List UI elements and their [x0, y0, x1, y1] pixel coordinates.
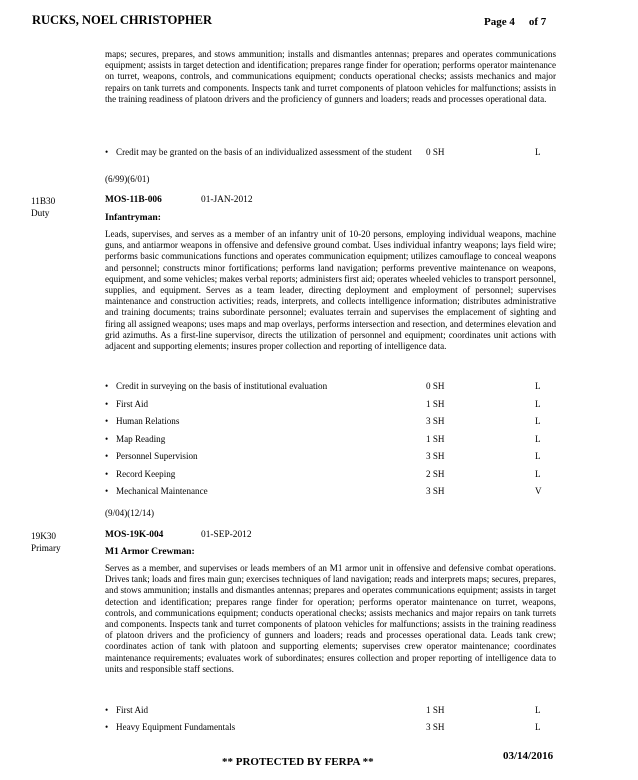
bullet-icon: • — [105, 147, 109, 157]
credit-hours: 3 SH — [426, 722, 445, 732]
credit-label: Personnel Supervision — [116, 451, 198, 461]
mos-line — [105, 195, 253, 205]
mos-code: 11B30 — [31, 196, 56, 206]
print-date: 03/14/2016 — [503, 750, 554, 762]
credit-hours: 1 SH — [426, 705, 445, 715]
credit-hours: 3 SH — [426, 486, 445, 496]
mos-code-block — [31, 530, 61, 554]
mos-number: MOS-19K-004 — [105, 530, 164, 540]
credit-level: L — [535, 434, 541, 444]
mos-date: 01-SEP-2012 — [201, 530, 252, 540]
credit-level: L — [535, 147, 541, 157]
credit-label: Heavy Equipment Fundamentals — [116, 722, 236, 732]
credit-hours: 3 SH — [426, 451, 445, 461]
page-number — [484, 16, 546, 28]
credit-hours: 2 SH — [426, 469, 445, 479]
credit-hours: 1 SH — [426, 399, 445, 409]
bullet-icon: • — [105, 451, 109, 461]
credit-level: L — [535, 469, 541, 479]
credit-hours: 0 SH — [426, 147, 445, 157]
credit-level: L — [535, 705, 541, 715]
credit-hours: 1 SH — [426, 434, 445, 444]
mos-number: MOS-11B-006 — [105, 195, 162, 205]
mos-role: Primary — [31, 543, 61, 553]
credit-label: First Aid — [116, 705, 149, 715]
credit-label: Record Keeping — [116, 469, 176, 479]
mos-title: M1 Armor Crewman: — [105, 546, 195, 557]
credit-row — [105, 147, 605, 170]
credit-level: L — [535, 399, 541, 409]
bullet-icon: • — [105, 416, 109, 426]
credit-level: L — [535, 722, 541, 732]
bullet-icon: • — [105, 486, 109, 496]
mos-code: 19K30 — [31, 531, 57, 541]
credit-hours: 0 SH — [426, 381, 445, 391]
mos-role: Duty — [31, 208, 50, 218]
credit-label: First Aid — [116, 399, 149, 409]
evaluation-dates: (9/04)(12/14) — [105, 508, 154, 518]
bullet-icon: • — [105, 381, 109, 391]
bullet-icon: • — [105, 469, 109, 479]
mos-description: Serves as a member, and supervises or leads members of an M1 armor unit in offensive and defensive combat operations. Drives tank; loads and fires main gun; exercises techniques of land navigation; reads and interprets maps; secures, prepares, and stows ammunition; installs and dismantles antennas; prepares and operates communications equipment; assists in target detection and identification; prepares range finder for operation; performs operator maintenance on turret, weapons, controls, and communications equipment; conducts operational checks; assists mechanics and major repairs on tank turrets and components. Inspects tank and turret components of platoon vehicles for malfunctions; assists in the training readiness of platoon drivers and the proficiency of gunners and loaders; reads and processes operational data. Leads tank crew; coordinates action of tank with platoon and supporting elements; supervises crew operator maintenance; coordinates maintenance requirements; evaluates work of subordinates; ensures collection and proper reporting of intelligence data to units and responsible staff sections. — [105, 563, 556, 674]
credit-label: Mechanical Maintenance — [116, 486, 208, 496]
credit-level: V — [535, 486, 542, 496]
student-name: RUCKS, NOEL CHRISTOPHER — [32, 13, 213, 27]
ferpa-notice: ** PROTECTED BY FERPA ** — [222, 756, 374, 768]
credit-level: L — [535, 381, 541, 391]
bullet-icon: • — [105, 722, 109, 732]
mos-description: Leads, supervises, and serves as a member of an infantry unit of 10-20 persons, employing individual weapons, machine guns, and antiarmor weapons in offensive and defensive ground combat. Uses individual infantry weapons; lays field wire; performs basic communications functions and operates communication equipment; utilizes camouflage to conceal weapons and personnel; constructs minor fortifications; performs land navigation; performs preventive maintenance on weapons, equipment, and some vehicles; makes verbal reports; administers first aid; operates wheeled vehicles to transport personnel, supplies, and equipment. Serves as a team leader, directing deployment and employment of personnel; supervises maintenance and construction activities; reads, interprets, and collects intelligence information; distributes administrative and training documents; trains subordinate personnel; evaluates terrain and supervises the emplacement of sighting and firing all assigned weapons; uses maps and map overlays, performs intersection and resection, and determines elevation and grid azimuths. As a first-line supervisor, directs the utilization of personnel and equipment; coordinates unit actions with adjacent and supporting elements; insures proper collection and reporting of intelligence data. — [105, 229, 557, 352]
bullet-icon: • — [105, 705, 109, 715]
credit-label: Map Reading — [116, 434, 166, 444]
page-label: Page 4 — [484, 16, 515, 28]
credit-hours: 3 SH — [426, 416, 445, 426]
mos-title: Infantryman: — [105, 212, 161, 223]
credit-label: Credit may be granted on the basis of an individualized assessment of the student — [116, 147, 412, 157]
continued-description: maps; secures, prepares, and stows ammunition; installs and dismantles antennas; prepares and operates communications equipment; assists in target detection and identification; prepares range finder for operation; performs operator maintenance on turret, weapons, controls, and communications equipment; conducts operational checks; assists mechanics and major repairs on tank turrets and components. Inspects tank and turret components of platoon vehicles for malfunctions; assists in the training readiness of platoon drivers and the proficiency of gunners and loaders; reads and processes operational data. — [105, 49, 556, 104]
credit-label: Human Relations — [116, 416, 180, 426]
credit-label: Credit in surveying on the basis of institutional evaluation — [116, 381, 328, 391]
evaluation-dates: (6/99)(6/01) — [105, 174, 150, 184]
credit-level: L — [535, 451, 541, 461]
mos-line — [105, 530, 252, 540]
mos-code-block — [31, 195, 55, 219]
mos-date: 01-JAN-2012 — [201, 195, 253, 205]
bullet-icon: • — [105, 434, 109, 444]
page-total: of 7 — [528, 16, 547, 28]
credit-level: L — [535, 416, 541, 426]
bullet-icon: • — [105, 399, 109, 409]
